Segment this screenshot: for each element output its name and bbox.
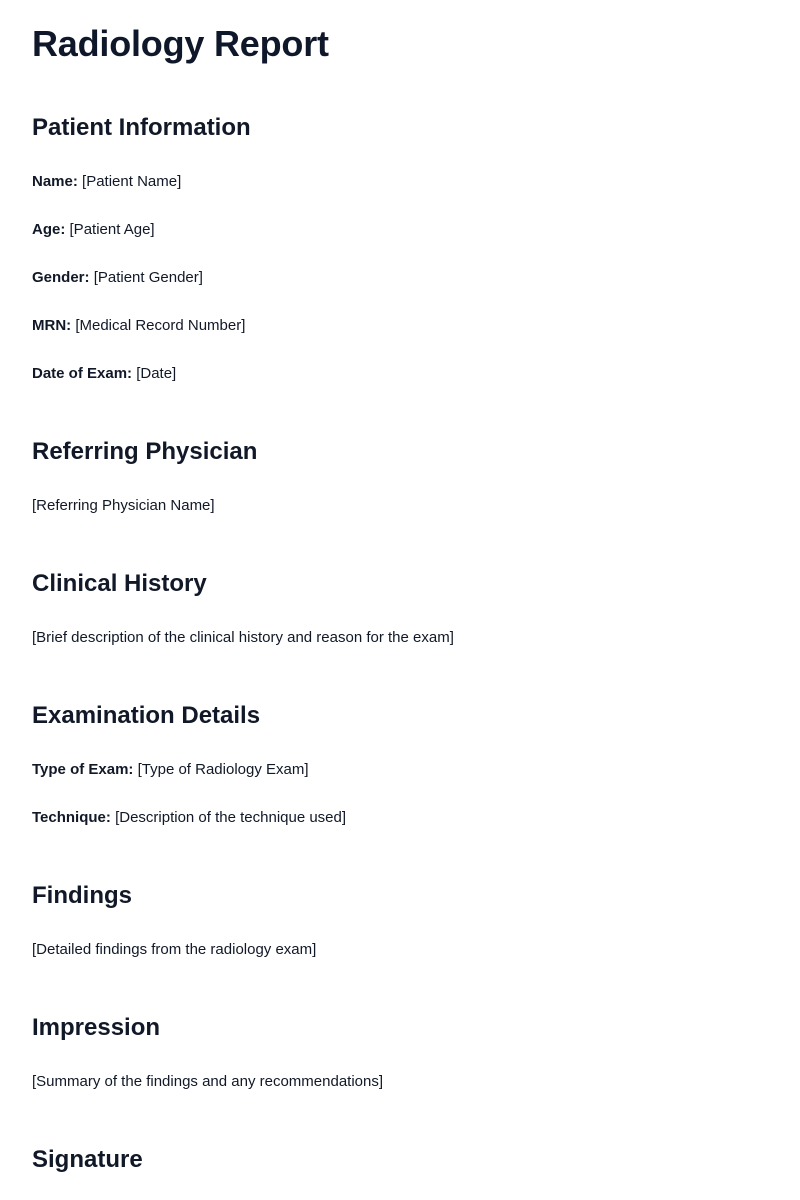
patient-age-field (32, 220, 155, 240)
clinical-history-text: [Brief description of the clinical history and reason for the exam] (32, 629, 454, 646)
patient-mrn-label: MRN: (32, 317, 72, 334)
exam-type-value: [Type of Radiology Exam] (137, 761, 309, 778)
document-title: Radiology Report (32, 23, 329, 64)
technique-value: [Description of the technique used] (115, 809, 347, 826)
patient-age-label: Age: (32, 221, 66, 238)
section-heading-examination-details: Examination Details (32, 702, 261, 729)
exam-type-field (32, 760, 309, 780)
patient-name-label: Name: (32, 173, 78, 190)
patient-mrn-field (32, 316, 245, 336)
section-heading-referring-physician: Referring Physician (32, 438, 258, 465)
patient-gender-label: Gender: (32, 269, 90, 286)
exam-date-field (32, 364, 176, 384)
findings-text: [Detailed findings from the radiology exam] (32, 941, 317, 958)
patient-name-value: [Patient Name] (82, 173, 182, 190)
referring-physician-text: [Referring Physician Name] (32, 497, 215, 514)
patient-gender-field (32, 268, 203, 288)
exam-date-label: Date of Exam: (32, 365, 133, 382)
section-heading-clinical-history: Clinical History (32, 570, 207, 597)
exam-type-label: Type of Exam: (32, 761, 134, 778)
section-heading-patient-information: Patient Information (32, 114, 251, 141)
patient-mrn-value: [Medical Record Number] (75, 317, 246, 334)
impression-text: [Summary of the findings and any recommendations] (32, 1073, 384, 1090)
section-heading-findings: Findings (32, 882, 132, 909)
technique-label: Technique: (32, 809, 111, 826)
section-heading-impression: Impression (32, 1014, 161, 1041)
patient-name-field (32, 172, 181, 192)
technique-field (32, 808, 346, 828)
patient-age-value: [Patient Age] (69, 221, 155, 238)
patient-gender-value: [Patient Gender] (93, 269, 203, 286)
exam-date-value: [Date] (136, 365, 177, 382)
section-heading-signature: Signature (32, 1146, 143, 1173)
